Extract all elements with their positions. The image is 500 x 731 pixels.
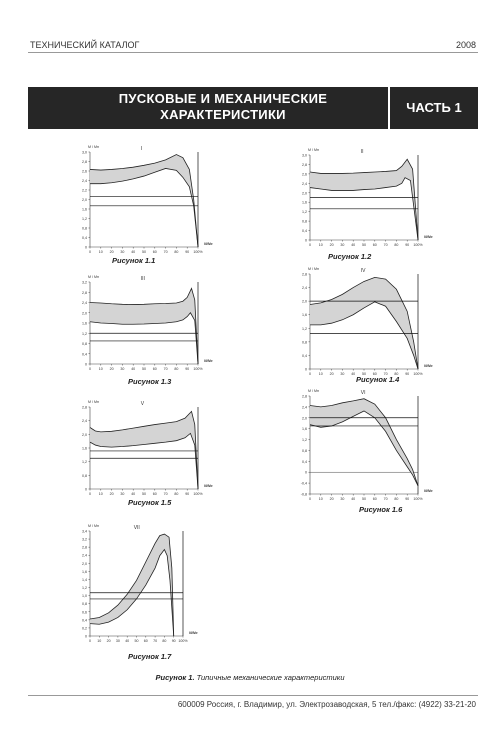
x-tick-label: 60 xyxy=(143,639,148,643)
x-tick-label: 80 xyxy=(174,492,179,496)
y-tick-label: 0 xyxy=(85,245,87,250)
caption-1-5: Рисунок 1.5 xyxy=(128,498,172,507)
footer-address: 600009 Россия, г. Владимир, ул. Электрозаводская, 5 тел./факс: (4922) 33-21-20 xyxy=(177,700,476,709)
y-tick-label: 1,6 xyxy=(302,427,307,432)
y-tick-label: 2,8 xyxy=(302,162,307,167)
y-tick-label: 1,2 xyxy=(82,460,87,465)
y-tick-label: 0,4 xyxy=(302,459,307,464)
x-tick-label: 100% xyxy=(193,367,203,371)
y-tick-label: 2,0 xyxy=(82,311,87,316)
x-axis-label: N/Nc xyxy=(204,359,213,363)
y-tick-label: 0,4 xyxy=(302,353,307,358)
y-tick-label: 1,0 xyxy=(82,594,87,599)
chart-svg xyxy=(78,521,211,648)
y-axis-label: M / Mн xyxy=(88,275,99,279)
y-tick-label: 0,2 xyxy=(82,626,87,631)
x-tick-label: 20 xyxy=(329,243,334,247)
y-tick-label: 0,8 xyxy=(82,342,87,346)
x-tick-label: 20 xyxy=(329,372,334,376)
x-tick-label: 70 xyxy=(163,250,168,254)
x-tick-label: 20 xyxy=(109,492,114,496)
x-tick-label: 100% xyxy=(193,492,203,496)
x-tick-label: 10 xyxy=(98,367,103,371)
x-tick-label: 10 xyxy=(98,250,103,254)
y-tick-label: 1,2 xyxy=(82,586,87,591)
caption-1-7: Рисунок 1.7 xyxy=(128,652,172,661)
x-tick-label: 80 xyxy=(394,372,399,376)
x-tick-label: 100% xyxy=(178,639,188,643)
chart-1-2 xyxy=(298,145,446,252)
x-tick-label: 20 xyxy=(329,497,334,501)
y-tick-label: 2,8 xyxy=(302,394,307,399)
x-tick-label: 60 xyxy=(372,372,377,376)
y-axis-label: M / Mн xyxy=(308,148,319,152)
x-tick-label: 30 xyxy=(115,639,120,643)
y-tick-label: 0 xyxy=(305,367,307,372)
x-tick-label: 40 xyxy=(125,639,130,643)
chart-roman-numeral: II xyxy=(360,149,364,155)
chart-svg xyxy=(78,142,226,259)
y-tick-label: 0,8 xyxy=(82,602,87,607)
chart-1-1 xyxy=(78,142,226,259)
x-tick-label: 90 xyxy=(405,497,410,501)
x-tick-label: 90 xyxy=(185,250,190,254)
y-tick-label: 2,2 xyxy=(82,188,87,193)
x-tick-label: 80 xyxy=(162,639,167,643)
x-tick-label: 70 xyxy=(163,492,168,496)
x-tick-label: 60 xyxy=(152,367,157,371)
x-axis-label: N/Nc xyxy=(189,631,198,635)
y-tick-label: 1,4 xyxy=(82,577,87,582)
y-tick-label: 2,4 xyxy=(82,301,87,305)
x-tick-label: 30 xyxy=(340,243,345,247)
y-tick-label: 2,0 xyxy=(302,416,307,421)
figure-caption xyxy=(0,673,500,682)
x-axis-label: N/Nc xyxy=(424,489,433,493)
x-tick-label: 50 xyxy=(142,492,146,496)
y-tick-label: 1,6 xyxy=(302,200,307,205)
x-tick-label: 100% xyxy=(413,372,423,376)
y-tick-label: 2,4 xyxy=(302,181,307,186)
x-tick-label: 50 xyxy=(362,497,366,501)
y-tick-label: 3,2 xyxy=(82,537,87,542)
chart-svg xyxy=(78,397,226,501)
x-tick-label: 80 xyxy=(394,243,399,247)
x-tick-label: 40 xyxy=(351,372,356,376)
x-tick-label: 100% xyxy=(413,497,423,501)
y-tick-label: 0 xyxy=(85,362,87,367)
y-axis-label: M / Mн xyxy=(88,400,99,404)
y-tick-label: 0,8 xyxy=(302,340,307,345)
catalog-title: ТЕХНИЧЕСКИЙ КАТАЛОГ xyxy=(30,40,140,50)
y-tick-label: 1,2 xyxy=(302,210,307,215)
chart-roman-numeral: IV xyxy=(360,268,366,274)
x-tick-label: 60 xyxy=(372,497,377,501)
torque-band-area xyxy=(90,155,198,247)
x-tick-label: 0 xyxy=(309,243,311,247)
chart-1-5 xyxy=(78,397,226,501)
upper-curve xyxy=(90,288,198,364)
y-tick-label: 0 xyxy=(85,634,87,639)
part-label: ЧАСТЬ 1 xyxy=(388,87,478,129)
x-tick-label: 80 xyxy=(174,250,179,254)
y-tick-label: 0 xyxy=(85,487,87,492)
chart-roman-numeral: III xyxy=(140,276,145,282)
y-tick-label: 0,4 xyxy=(302,229,307,234)
y-axis-label: M / Mн xyxy=(308,389,319,393)
y-tick-label: -0,4 xyxy=(300,481,307,486)
x-tick-label: 70 xyxy=(153,639,158,643)
page-header xyxy=(28,38,478,53)
x-tick-label: 90 xyxy=(405,372,410,376)
y-tick-label: 0,8 xyxy=(82,226,87,231)
y-tick-label: 1,2 xyxy=(82,331,87,336)
y-tick-label: 0 xyxy=(305,470,307,475)
page-footer xyxy=(28,695,478,709)
torque-band-area xyxy=(310,277,418,369)
y-tick-label: 2,4 xyxy=(82,553,87,558)
x-tick-label: 50 xyxy=(142,367,146,371)
y-tick-label: 3,0 xyxy=(82,150,87,155)
x-tick-label: 90 xyxy=(405,243,410,247)
y-tick-label: 3,4 xyxy=(82,529,87,534)
chart-1-4 xyxy=(298,264,446,381)
x-tick-label: 50 xyxy=(142,250,146,254)
torque-band-area xyxy=(90,534,174,636)
chart-svg xyxy=(78,272,226,376)
y-tick-label: 2,0 xyxy=(82,198,87,202)
y-axis-label: M / Mн xyxy=(88,524,99,528)
chart-roman-numeral: I xyxy=(140,146,143,152)
x-tick-label: 40 xyxy=(131,492,136,496)
x-tick-label: 70 xyxy=(163,367,168,371)
y-tick-label: 1,2 xyxy=(302,326,307,331)
chart-svg xyxy=(298,145,446,252)
chart-roman-numeral: VI xyxy=(360,390,366,396)
torque-band-area xyxy=(310,159,418,240)
y-tick-label: 2,0 xyxy=(302,191,307,196)
x-tick-label: 70 xyxy=(383,243,388,247)
x-tick-label: 40 xyxy=(131,367,136,371)
caption-1-1: Рисунок 1.1 xyxy=(112,256,156,265)
y-axis-label: M / Mн xyxy=(308,267,319,271)
x-tick-label: 60 xyxy=(372,243,377,247)
y-tick-label: 1,6 xyxy=(82,207,87,212)
y-tick-label: 2,0 xyxy=(302,299,307,304)
chart-roman-numeral: V xyxy=(140,401,145,407)
x-tick-label: 20 xyxy=(106,639,111,643)
y-tick-label: 2,4 xyxy=(82,419,87,424)
x-axis-label: N/Nc xyxy=(424,364,433,368)
x-tick-label: 20 xyxy=(109,367,114,371)
y-tick-label: 2,4 xyxy=(302,286,307,291)
torque-band-area xyxy=(90,411,198,489)
chart-1-6 xyxy=(298,386,446,506)
x-tick-label: 90 xyxy=(185,367,190,371)
y-tick-label: 0,4 xyxy=(82,236,87,240)
chart-1-3 xyxy=(78,272,226,376)
y-tick-label: 2,6 xyxy=(302,172,307,177)
chart-1-7 xyxy=(78,521,211,648)
y-tick-label: 1,2 xyxy=(302,438,307,443)
x-tick-label: 30 xyxy=(120,492,125,496)
section-banner xyxy=(28,87,478,129)
x-tick-label: 50 xyxy=(362,372,366,376)
y-tick-label: 2,8 xyxy=(82,405,87,410)
y-tick-label: 1,6 xyxy=(82,321,87,326)
x-tick-label: 60 xyxy=(152,492,157,496)
y-tick-label: 0,8 xyxy=(302,219,307,224)
x-tick-label: 50 xyxy=(362,243,366,247)
caption-1-6: Рисунок 1.6 xyxy=(359,505,403,514)
x-tick-label: 0 xyxy=(309,372,311,376)
x-tick-label: 0 xyxy=(89,639,91,643)
y-tick-label: 2,8 xyxy=(82,160,87,164)
y-tick-label: 2,6 xyxy=(82,169,87,174)
y-tick-label: 1,6 xyxy=(302,313,307,318)
y-tick-label: 3,0 xyxy=(302,153,307,158)
x-tick-label: 80 xyxy=(394,497,399,501)
y-tick-label: 2,4 xyxy=(82,179,87,183)
y-tick-label: 0,4 xyxy=(82,352,87,357)
chart-svg xyxy=(298,386,446,506)
x-tick-label: 30 xyxy=(120,250,125,254)
y-tick-label: 1,6 xyxy=(82,446,87,451)
x-tick-label: 100% xyxy=(193,250,203,254)
x-tick-label: 80 xyxy=(174,367,179,371)
x-tick-label: 10 xyxy=(97,639,102,643)
x-tick-label: 40 xyxy=(351,243,356,247)
x-tick-label: 20 xyxy=(109,250,114,254)
y-tick-label: 1,6 xyxy=(82,569,87,574)
figure-caption-label: Рисунок 1. xyxy=(155,673,195,682)
y-tick-label: 0,4 xyxy=(82,618,87,623)
y-tick-label: 1,2 xyxy=(82,217,87,221)
x-axis-label: N/Nc xyxy=(424,235,433,239)
y-tick-label: 0,6 xyxy=(82,610,87,615)
x-axis-label: N/Nc xyxy=(204,242,213,246)
caption-1-2: Рисунок 1.2 xyxy=(328,252,372,261)
x-tick-label: 70 xyxy=(383,497,388,501)
x-tick-label: 10 xyxy=(318,497,323,501)
y-tick-label: 0,8 xyxy=(82,473,87,478)
y-tick-label: 2,8 xyxy=(302,272,307,277)
x-tick-label: 90 xyxy=(171,639,176,643)
x-tick-label: 90 xyxy=(185,492,190,496)
y-tick-label: 2,4 xyxy=(302,405,307,410)
torque-band-area xyxy=(310,399,418,486)
x-tick-label: 70 xyxy=(383,372,388,376)
x-tick-label: 40 xyxy=(131,250,136,254)
x-tick-label: 10 xyxy=(318,372,323,376)
x-tick-label: 0 xyxy=(89,492,91,496)
y-tick-label: 0,8 xyxy=(302,448,307,453)
x-tick-label: 10 xyxy=(98,492,103,496)
caption-1-4: Рисунок 1.4 xyxy=(356,375,400,384)
y-tick-label: 3,2 xyxy=(82,280,87,285)
y-tick-label: 2,8 xyxy=(82,290,87,295)
section-title: ПУСКОВЫЕ И МЕХАНИЧЕСКИЕ ХАРАКТЕРИСТИКИ xyxy=(118,91,328,122)
y-tick-label: 0 xyxy=(305,238,307,243)
y-tick-label: -0,8 xyxy=(300,492,307,497)
x-axis-label: N/Nc xyxy=(204,484,213,488)
x-tick-label: 100% xyxy=(413,243,423,247)
x-tick-label: 0 xyxy=(89,367,91,371)
x-tick-label: 0 xyxy=(89,250,91,254)
x-tick-label: 10 xyxy=(318,243,323,247)
torque-band-area xyxy=(90,288,198,364)
x-tick-label: 60 xyxy=(152,250,157,254)
chart-svg xyxy=(298,264,446,381)
x-tick-label: 50 xyxy=(134,639,139,643)
catalog-year: 2008 xyxy=(455,40,476,50)
x-tick-label: 30 xyxy=(120,367,125,371)
chart-roman-numeral: VII xyxy=(133,525,140,531)
y-tick-label: 2,0 xyxy=(82,432,87,437)
x-tick-label: 30 xyxy=(340,497,345,501)
caption-1-3: Рисунок 1.3 xyxy=(128,377,172,386)
y-tick-label: 2,0 xyxy=(82,561,87,566)
x-tick-label: 0 xyxy=(309,497,311,501)
figure-caption-text: Типичные механические характеристики xyxy=(196,673,345,682)
x-tick-label: 40 xyxy=(351,497,356,501)
y-axis-label: M / Mн xyxy=(88,145,99,149)
x-tick-label: 30 xyxy=(340,372,345,376)
y-tick-label: 2,8 xyxy=(82,545,87,550)
